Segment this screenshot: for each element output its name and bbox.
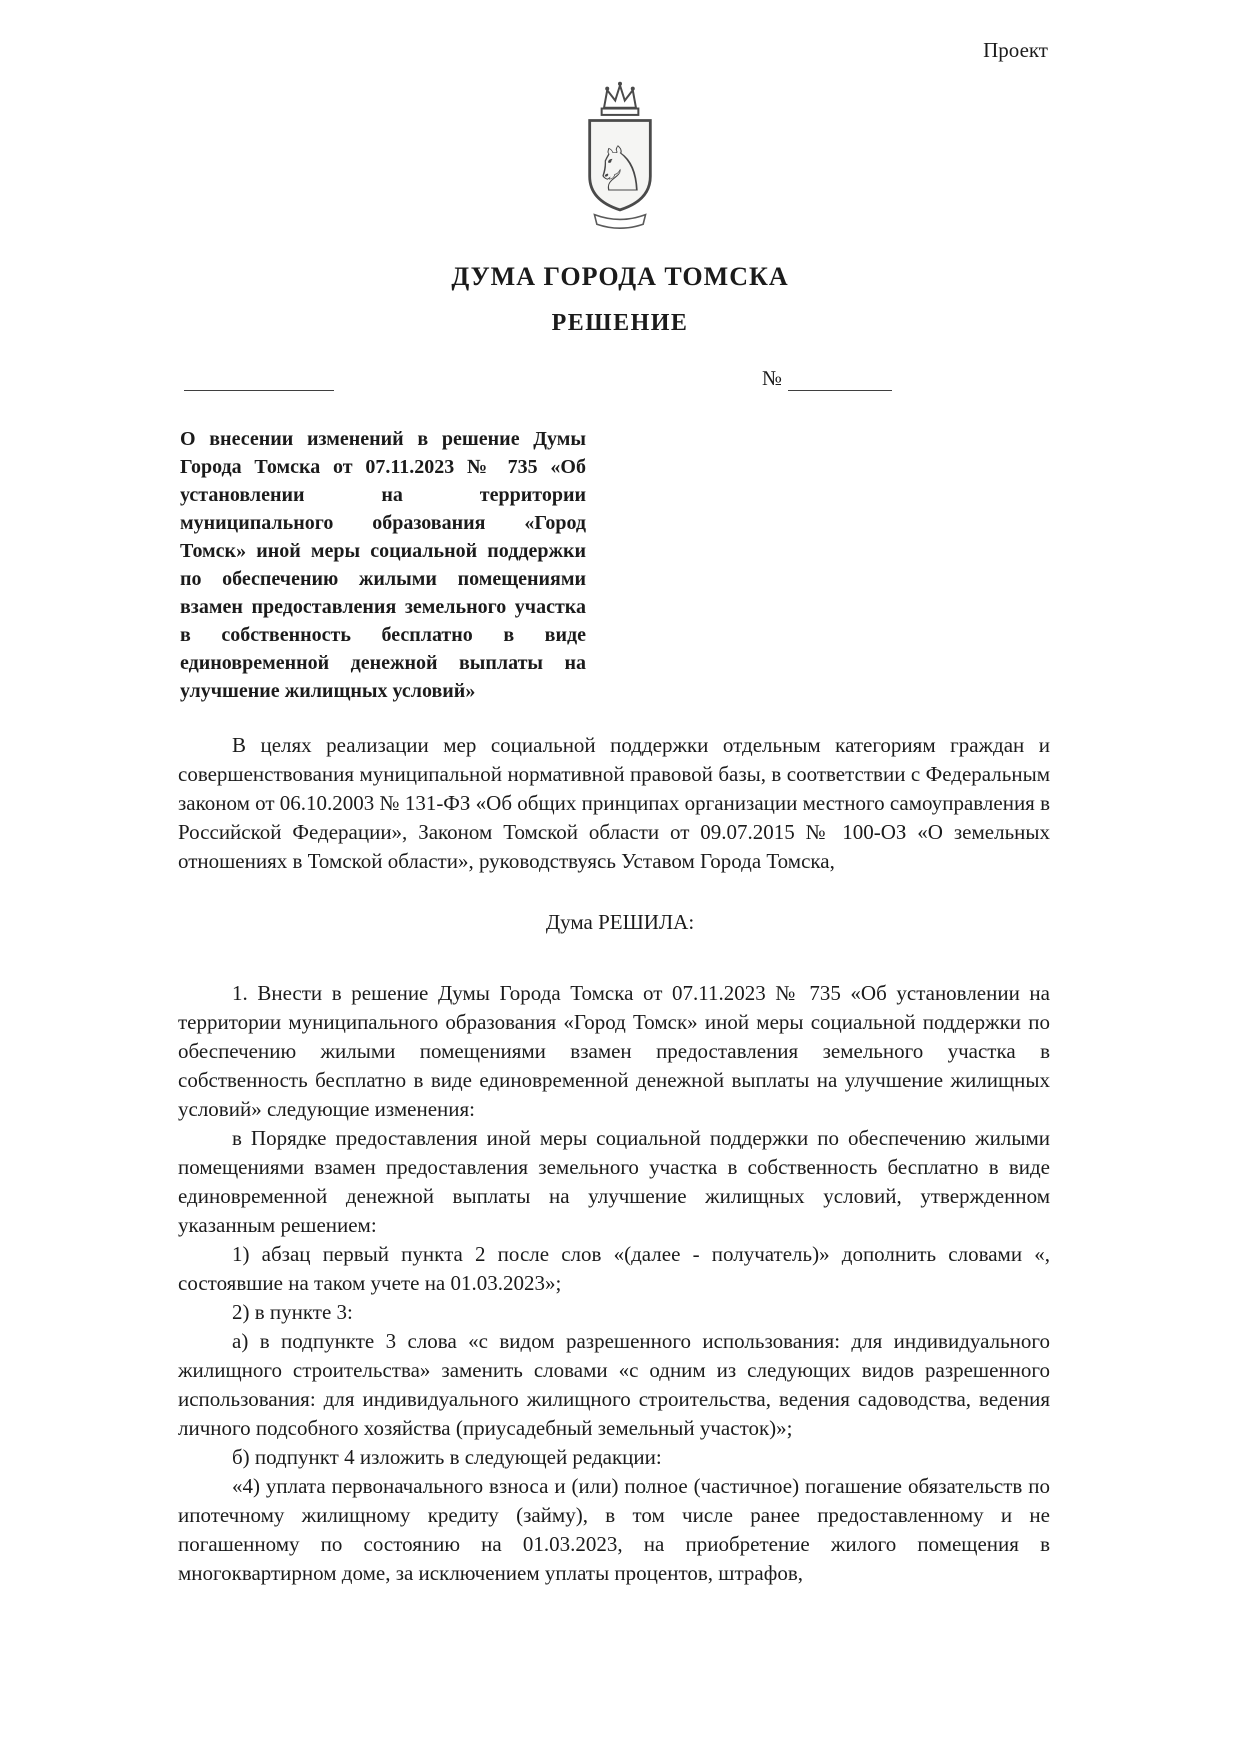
number-group (762, 366, 892, 391)
document-type: РЕШЕНИЕ (551, 310, 689, 336)
ribbon-icon (594, 215, 645, 229)
paragraph-3: 1) абзац первый пункта 2 после слов «(далее - получатель)» дополнить словами «, состоявшие на таком учете на 01.03.2023»; (178, 1242, 1050, 1295)
paragraph-6: б) подпункт 4 изложить в следующей редакции: (232, 1445, 662, 1469)
paragraph-5: а) в подпункте 3 слова «с видом разрешенного использования: для индивидуального жилищного строительства» заменить словами «с одним из следующих видов разрешенного использования: для индивидуального жилищного строительства, ведения садоводства, ведения личного подсобного хозяйства (приусадебный земельный участок)»; (178, 1329, 1050, 1440)
horse-icon: ♘ (592, 132, 648, 206)
paragraph-1: 1. Внести в решение Думы Города Томска от 07.11.2023 № 735 «Об установлении на территории муниципального образования «Город Томск» иной меры социальной поддержки по обеспечению жилыми помещениями взамен предоставления земельного участка в собственность бесплатно в виде единовременной денежной выплаты на улучшение жилищных условий» следующие изменения: (178, 981, 1050, 1121)
paragraph-4: 2) в пункте 3: (232, 1300, 353, 1324)
paragraph-2: в Порядке предоставления иной меры социальной поддержки по обеспечению жилыми помещениями взамен предоставления земельного участка в собственность бесплатно в виде единовременной денежной выплаты на улучшение жилищных условий, утвержденном указанным решением: (178, 1126, 1050, 1237)
coat-of-arms-icon (572, 79, 668, 237)
draft-label: Проект (983, 38, 1048, 62)
date-number-row (184, 367, 1048, 391)
number-label: № (762, 366, 783, 390)
date-blank-line (184, 370, 334, 391)
resolution-heading: Дума РЕШИЛА: (545, 910, 695, 934)
draft-label-row (0, 38, 1240, 63)
paragraph-7: «4) уплата первоначального взноса и (или) полное (частичное) погашение обязательств по ипотечному жилищному кредиту (займу), в том числе ранее предоставленному и не погашенному по состоянию на 01.03.2023, на приобретение жилого помещения в многоквартирном доме, за исключением уплаты процентов, штрафов, (178, 1474, 1050, 1585)
document-title: О внесении изменений в решение Думы Города Томска от 07.11.2023 № 735 «Об установлении на территории муниципального образования «Город Томск» иной меры социальной поддержки по обеспечению жилыми помещениями взамен предоставления земельного участка в собственность бесплатно в виде единовременной денежной выплаты на улучшение жилищных условий» (180, 428, 586, 702)
preamble-paragraph: В целях реализации мер социальной поддержки отдельным категориям граждан и совершенствования муниципальной нормативной правовой базы, в соответствии с Федеральным законом от 06.10.2003 № 131-ФЗ «Об общих принципах организации местного самоуправления в Российской Федерации», Законом Томской области от 09.07.2015 № 100-ОЗ «О земельных отношениях в Томской области», руководствуясь Уставом Города Томска, (178, 733, 1051, 873)
tomsk-coat-of-arms (572, 79, 668, 242)
number-blank-line (788, 370, 892, 391)
organization-name: ДУМА ГОРОДА ТОМСКА (451, 262, 789, 291)
crown-band (602, 109, 639, 115)
